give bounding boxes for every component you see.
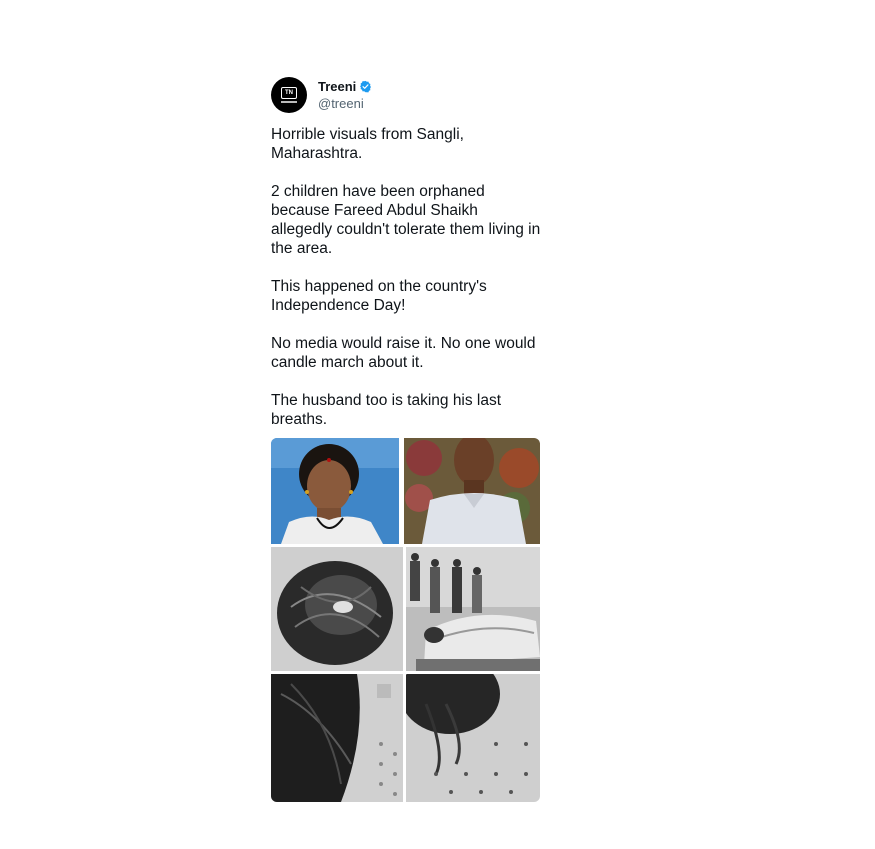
treeni-logo-icon[interactable]: TN xyxy=(271,77,307,113)
tweet-text xyxy=(271,125,541,429)
photo-head-injury-1[interactable] xyxy=(271,547,403,671)
tweet-paragraph: No media would raise it. No one would candle march about it. xyxy=(271,335,536,371)
author-handle[interactable]: @treeni xyxy=(318,96,364,111)
tweet-paragraph: 2 children have been orphaned because Fareed Abdul Shaikh allegedly couldn't tolerate them living in the area. xyxy=(271,183,541,257)
photo-hospital-bed[interactable] xyxy=(406,547,540,671)
photo-head-injury-3[interactable] xyxy=(406,674,540,802)
tweet-media-grid xyxy=(271,438,540,802)
tweet-card xyxy=(271,76,541,429)
photo-man-selfie[interactable] xyxy=(404,438,540,544)
author-info xyxy=(318,78,372,112)
tweet-header xyxy=(271,76,541,114)
verified-badge-icon xyxy=(359,80,372,93)
photo-woman-portrait[interactable] xyxy=(271,438,399,544)
tweet-paragraph: This happened on the country's Independence Day! xyxy=(271,278,487,314)
photo-head-injury-2[interactable] xyxy=(271,674,403,802)
author-display-name[interactable]: Treeni xyxy=(318,79,357,94)
tweet-paragraph: The husband too is taking his last breaths. xyxy=(271,392,502,428)
tweet-paragraph: Horrible visuals from Sangli, Maharashtra. xyxy=(271,126,464,162)
